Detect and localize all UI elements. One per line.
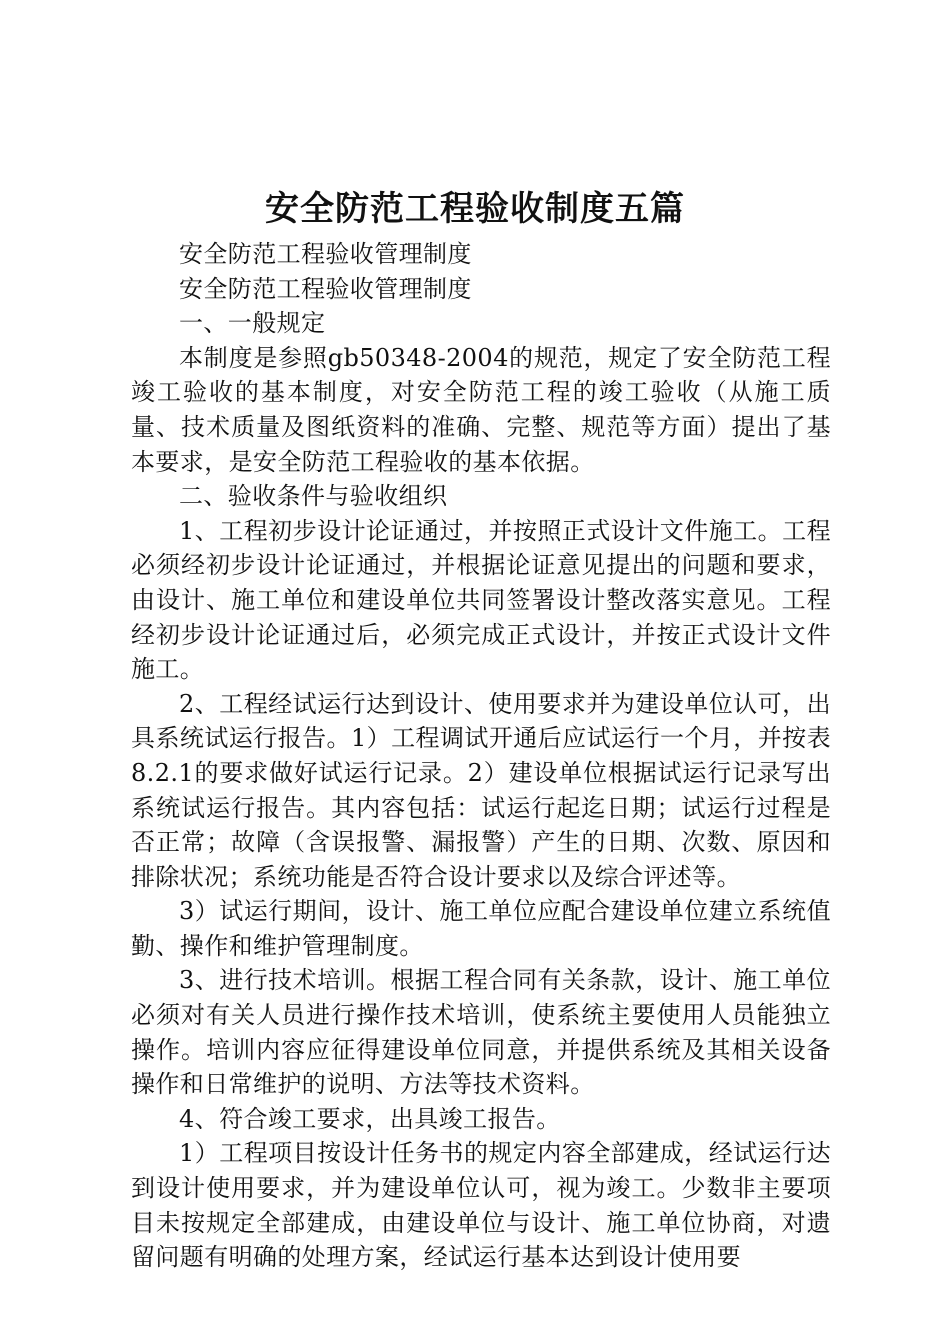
document-body [131,237,831,1275]
body-paragraph: 3）试运行期间，设计、施工单位应配合建设单位建立系统值勤、操作和维护管理制度。 [131,897,831,960]
body-paragraph: 1）工程项目按设计任务书的规定内容全部建成，经试运行达到设计使用要求，并为建设单位认可，视为竣工。少数非主要项目未按规定全部建成，由建设单位与设计、施工单位协商，对遗留问题有明确的处理方案，经试运行基本达到设计使用要 [131,1139,831,1272]
section-heading: 一、一般规定 [179,309,326,338]
document-title: 安全防范工程验收制度五篇 [265,189,685,229]
body-paragraph: 1、工程初步设计论证通过，并按照正式设计文件施工。工程必须经初步设计论证通过，并根据论证意见提出的问题和要求，由设计、施工单位和建设单位共同签署设计整改落实意见。工程经初步设计论证通过后，必须完成正式设计，并按正式设计文件施工。 [131,516,831,684]
body-paragraph: 2、工程经试运行达到设计、使用要求并为建设单位认可，出具系统试运行报告。1）工程调试开通后应试运行一个月，并按表8.2.1的要求做好试运行记录。2）建设单位根据试运行记录写出系统试运行报告。其内容包括：试运行起迄日期；试运行过程是否正常；故障（含误报警、漏报警）产生的日期、次数、原因和排除状况；系统功能是否符合设计要求以及综合评述等。 [131,689,831,891]
subtitle-paragraph: 安全防范工程验收管理制度 [179,274,472,303]
section-heading: 二、验收条件与验收组织 [179,482,448,511]
body-paragraph: 3、进行技术培训。根据工程合同有关条款，设计、施工单位必须对有关人员进行操作技术培训，使系统主要使用人员能独立操作。培训内容应征得建设单位同意，并提供系统及其相关设备操作和日常维护的说明、方法等技术资料。 [131,966,831,1099]
body-paragraph: 4、符合竣工要求，出具竣工报告。 [179,1104,561,1133]
subtitle-paragraph: 安全防范工程验收管理制度 [179,240,472,268]
body-paragraph: 本制度是参照gb50348-2004的规范，规定了安全防范工程竣工验收的基本制度，对安全防范工程的竣工验收（从施工质量、技术质量及图纸资料的准确、完整、规范等方面）提出了基本要求，是安全防范工程验收的基本依据。 [131,343,831,476]
